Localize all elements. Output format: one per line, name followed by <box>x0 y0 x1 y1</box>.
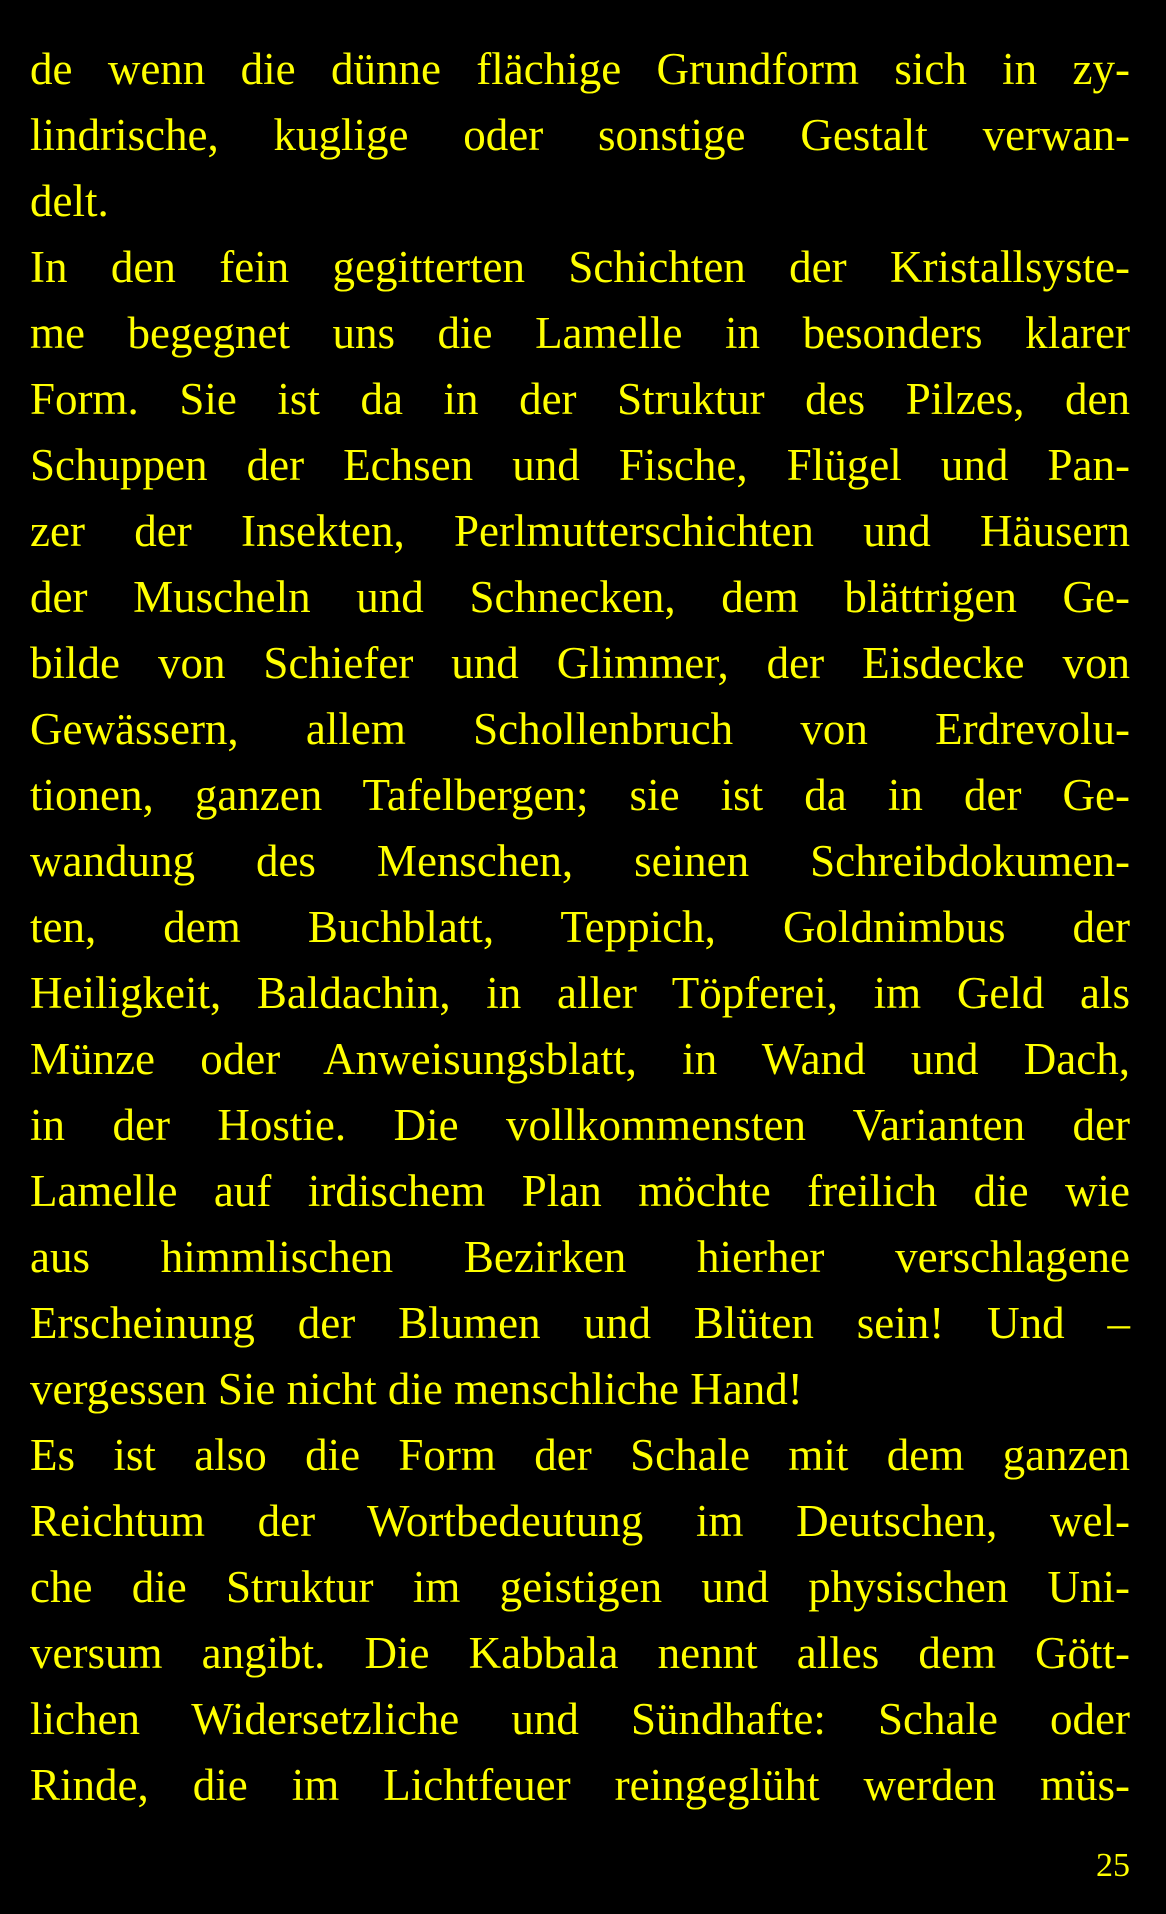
text-line: Lamelle auf irdischem Plan möchte freilich die wie <box>30 1166 1130 1216</box>
text-line: me begegnet uns die Lamelle in besonders klarer <box>30 308 1130 358</box>
text-line: delt. <box>30 176 109 226</box>
text-line: in der Hostie. Die vollkommensten Varianten der <box>30 1100 1130 1150</box>
text-line: Es ist also die Form der Schale mit dem ganzen <box>30 1430 1130 1480</box>
text-line: Erscheinung der Blumen und Blüten sein! Und – <box>30 1298 1130 1348</box>
text-line: Münze oder Anweisungsblatt, in Wand und Dach, <box>30 1034 1130 1084</box>
text-line: Gewässern, allem Schollenbruch von Erdrevolu- <box>30 704 1130 754</box>
text-line: Schuppen der Echsen und Fische, Flügel und Pan- <box>30 440 1130 490</box>
page-number: 25 <box>1096 1847 1130 1884</box>
text-line: Rinde, die im Lichtfeuer reingeglüht werden müs- <box>30 1760 1130 1810</box>
body-text <box>30 36 1130 1818</box>
text-line: versum angibt. Die Kabbala nennt alles dem Gött- <box>30 1628 1130 1678</box>
text-line: aus himmlischen Bezirken hierher verschlagene <box>30 1232 1130 1282</box>
text-line: vergessen Sie nicht die menschliche Hand! <box>30 1364 803 1414</box>
text-line: ten, dem Buchblatt, Teppich, Goldnimbus der <box>30 902 1130 952</box>
text-line: che die Struktur im geistigen und physischen Uni- <box>30 1562 1130 1612</box>
text-line: zer der Insekten, Perlmutterschichten und Häusern <box>30 506 1130 556</box>
text-line: Heiligkeit, Baldachin, in aller Töpferei, im Geld als <box>30 968 1130 1018</box>
text-line: der Muscheln und Schnecken, dem blättrigen Ge- <box>30 572 1130 622</box>
text-line: Reichtum der Wortbedeutung im Deutschen, wel- <box>30 1496 1130 1546</box>
text-line: In den fein gegitterten Schichten der Kristallsyste- <box>30 242 1130 292</box>
text-line: bilde von Schiefer und Glimmer, der Eisdecke von <box>30 638 1130 688</box>
text-line: tionen, ganzen Tafelbergen; sie ist da in der Ge- <box>30 770 1130 820</box>
text-line: lindrische, kuglige oder sonstige Gestalt verwan- <box>30 110 1130 160</box>
text-line: lichen Widersetzliche und Sündhafte: Schale oder <box>30 1694 1130 1744</box>
text-line: Form. Sie ist da in der Struktur des Pilzes, den <box>30 374 1130 424</box>
text-line: wandung des Menschen, seinen Schreibdokumen- <box>30 836 1130 886</box>
text-line: de wenn die dünne flächige Grundform sich in zy- <box>30 44 1130 94</box>
